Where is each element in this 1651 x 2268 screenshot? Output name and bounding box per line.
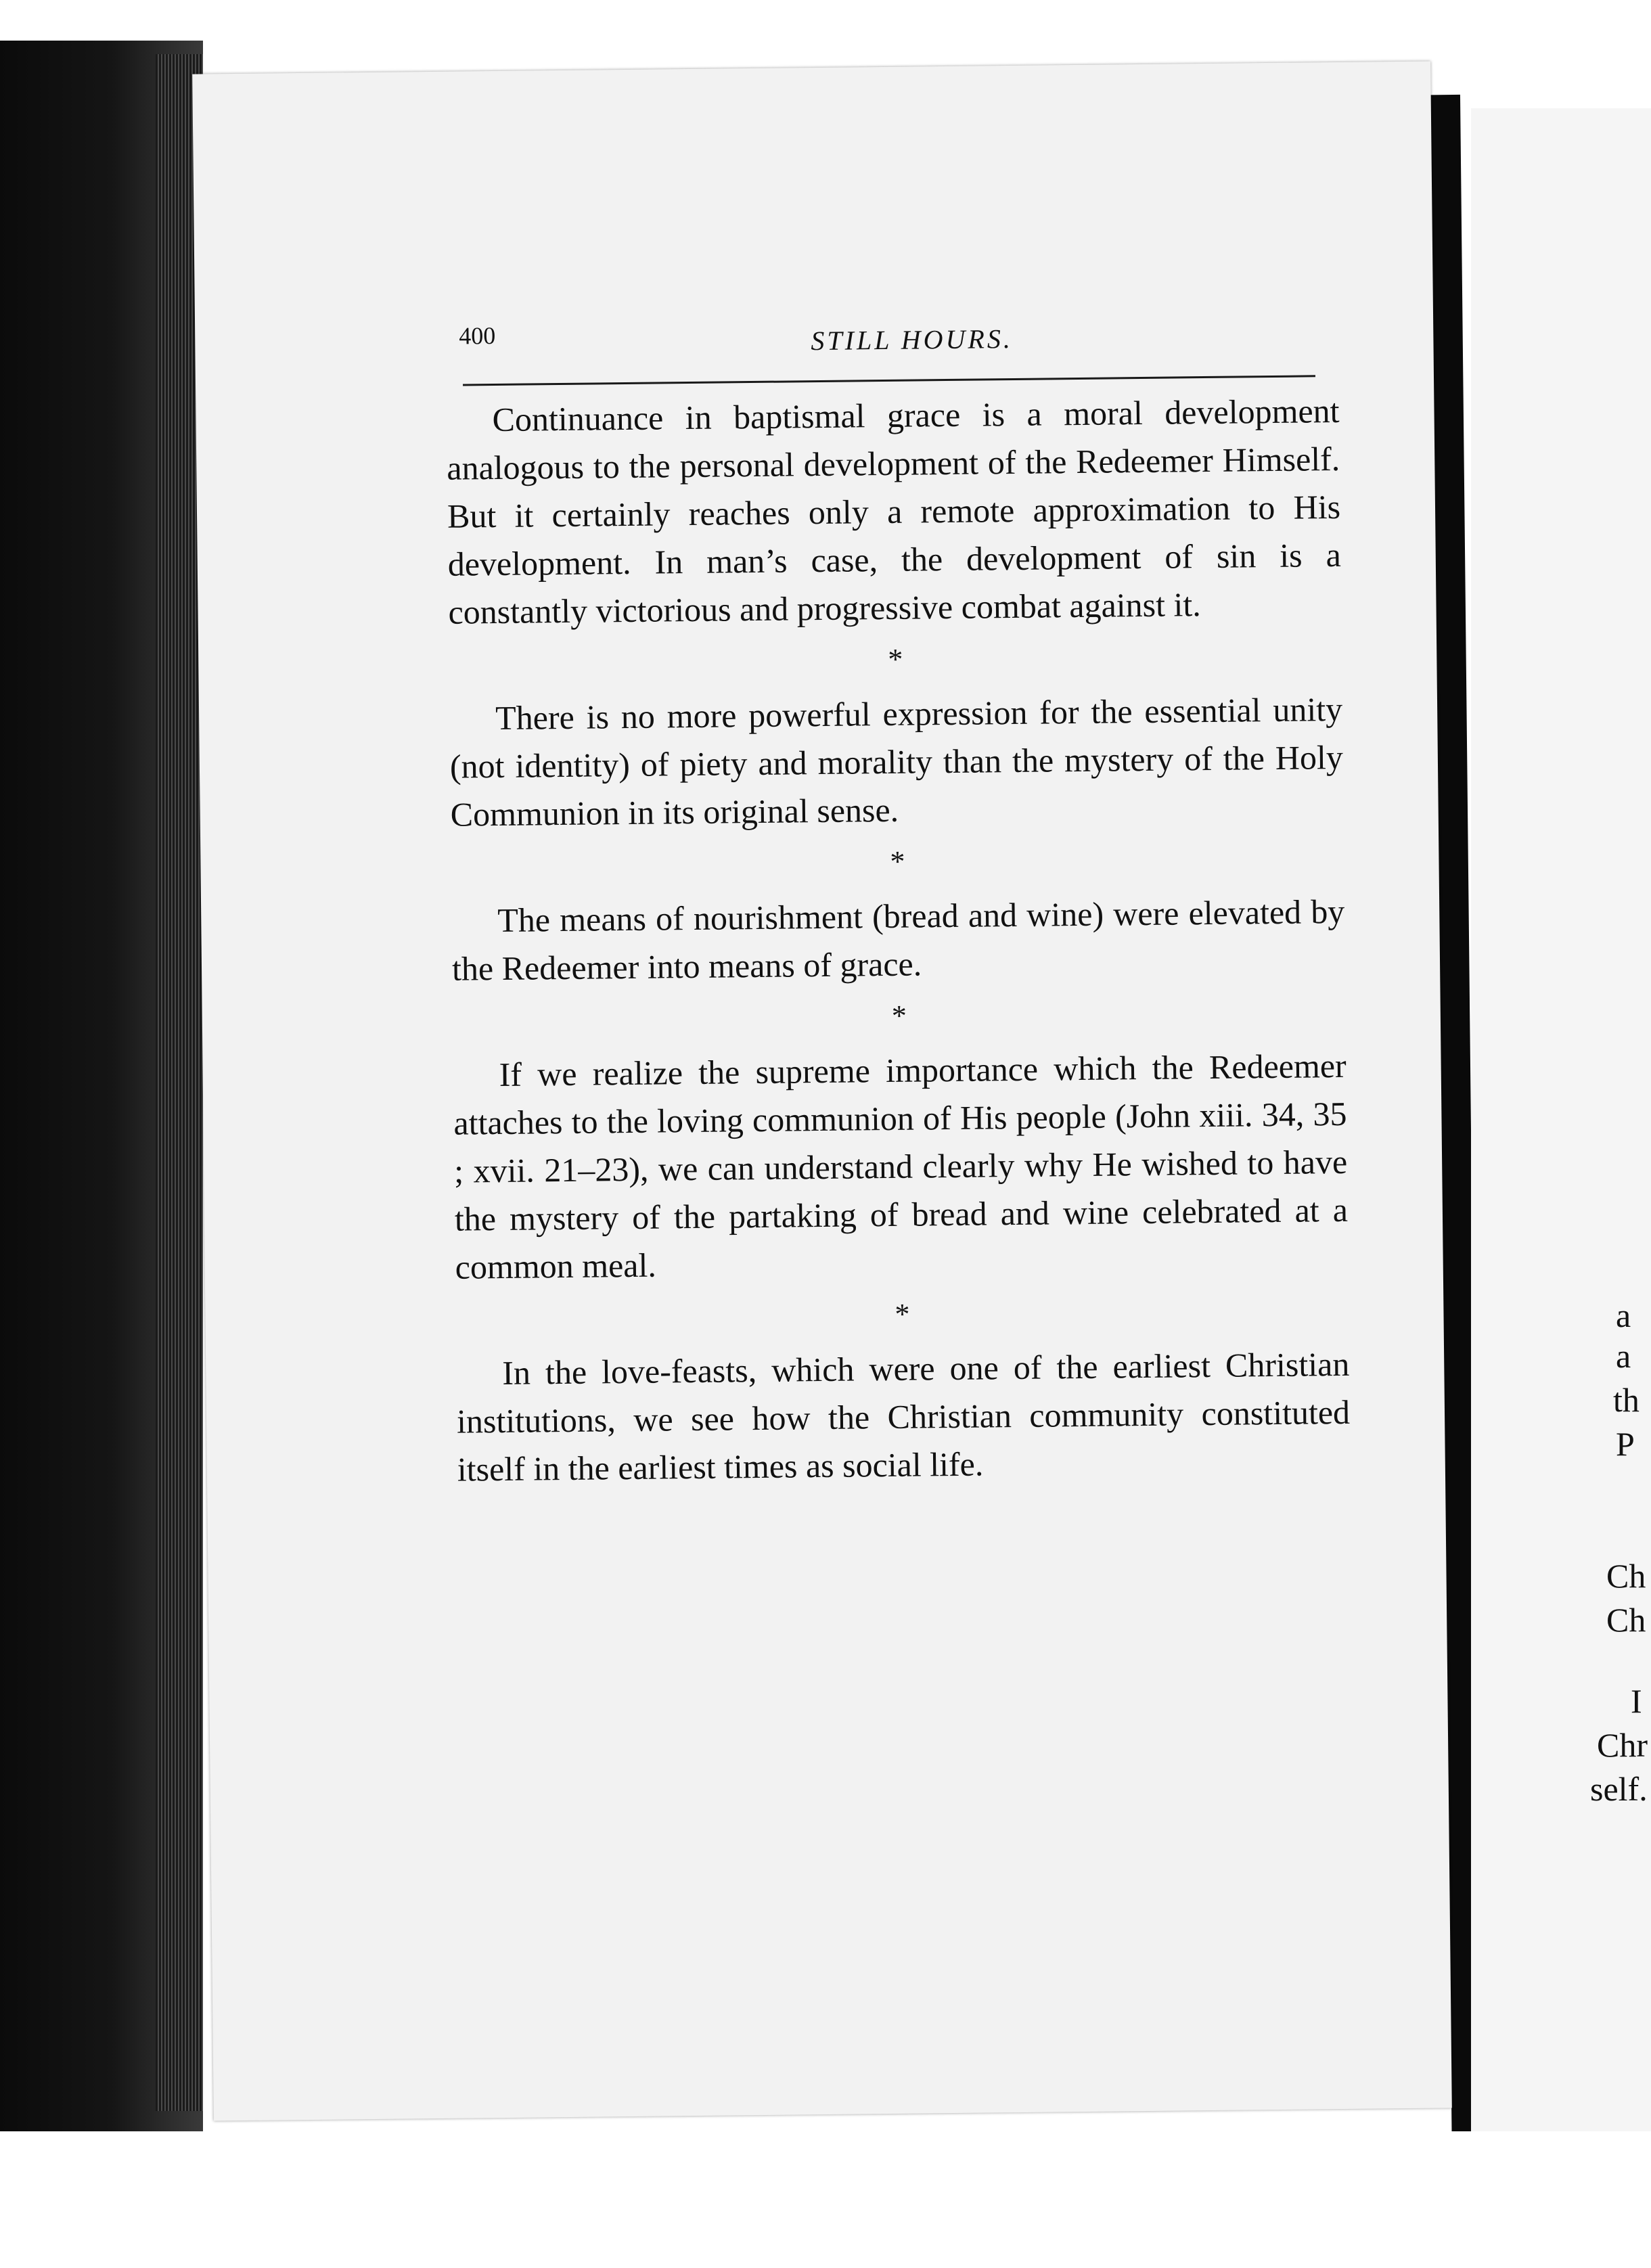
scan-margin [0, 2131, 1651, 2268]
facing-page-fragment: I [1631, 1682, 1642, 1720]
page-body [446, 387, 1351, 1494]
page-number: 400 [459, 321, 496, 350]
page-header [459, 313, 1312, 376]
facing-page [1471, 108, 1651, 2206]
facing-page-fragment: a [1616, 1337, 1631, 1375]
paragraph: In the love-feasts, which were one of the earliest Christian institutions, we see how the Christian community constituted itself in the earliest times as social life. [456, 1344, 1351, 1489]
facing-page-fragment: P [1616, 1425, 1635, 1463]
facing-page-fragment: a [1616, 1296, 1631, 1334]
running-head: STILL HOURS. [811, 323, 1014, 357]
section-separator: * [895, 1297, 910, 1331]
section-separator: * [888, 642, 903, 676]
paragraph: There is no more powerful expression for the essential unity (not identity) of piety and morality than the mystery of the Holy Communion in its original sense. [449, 689, 1344, 834]
paragraph: Continuance in baptismal grace is a moral development analogous to the personal development of the Redeemer Himself. But it certainly reaches only a remote approximation to His development. In man’s case, the development of sin is a constantly victorious and progressive combat against it. [447, 391, 1342, 631]
section-separator: * [891, 999, 907, 1033]
facing-page-fragment: Chr [1597, 1726, 1648, 1764]
paragraph: The means of nourishment (bread and wine) were elevated by the Redeemer into means of grace. [451, 892, 1345, 988]
facing-page-fragment: Ch [1606, 1557, 1646, 1595]
facing-page-fragment: Ch [1606, 1601, 1646, 1639]
section-separator: * [890, 844, 905, 878]
facing-page-fragment: th [1613, 1381, 1639, 1419]
header-rule [463, 375, 1315, 386]
book-page [192, 62, 1452, 2121]
paragraph: If we realize the supreme importance which the Redeemer attaches to the loving communion of His people (John xiii. 34, 35 ; xvii. 21–23), we can understand clearly why He wished to have the mystery of the partaking of bread and wine celebrated at a common meal. [453, 1046, 1349, 1286]
facing-page-fragment: self. [1590, 1770, 1648, 1808]
